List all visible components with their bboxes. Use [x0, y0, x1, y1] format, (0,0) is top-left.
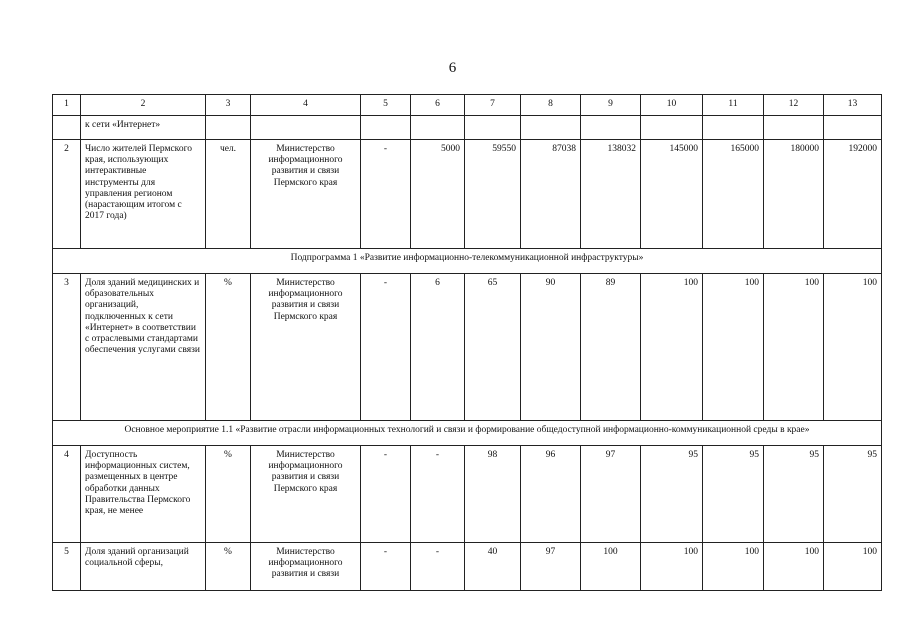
value-cell: 100 [641, 274, 703, 421]
indicator-name: Число жителей Пермского края, использующих интерактивные инструменты для управления регионом (нарастающим итогом с 2017 года) [81, 140, 206, 249]
header-cell: 11 [703, 95, 764, 116]
table-cell [361, 116, 411, 140]
indicator-name: Доля зданий медицинских и образовательных организаций, подключенных к сети «Интернет» в соответствии с отраслевыми стандартами обеспечения услугами связи [81, 274, 206, 421]
table-cell [411, 116, 465, 140]
indicators-table [52, 94, 882, 591]
table-row [53, 140, 882, 249]
value-cell: 100 [824, 543, 882, 591]
value-cell: - [361, 543, 411, 591]
value-cell: - [361, 274, 411, 421]
value-cell: 100 [703, 543, 764, 591]
header-cell: 8 [521, 95, 581, 116]
header-cell: 4 [251, 95, 361, 116]
value-cell: 90 [521, 274, 581, 421]
table-cell [581, 116, 641, 140]
value-cell: 95 [824, 446, 882, 543]
value-cell: - [361, 446, 411, 543]
unit: % [206, 446, 251, 543]
value-cell: 87038 [521, 140, 581, 249]
subprogram-row [53, 249, 882, 274]
table-row [53, 543, 882, 591]
value-cell: 95 [764, 446, 824, 543]
value-cell: 192000 [824, 140, 882, 249]
value-cell: 100 [824, 274, 882, 421]
unit: чел. [206, 140, 251, 249]
value-cell: 165000 [703, 140, 764, 249]
value-cell: - [361, 140, 411, 249]
value-cell: 100 [764, 543, 824, 591]
value-cell: 6 [411, 274, 465, 421]
responsible-org: Министерство информационного развития и связи Пермского края [251, 140, 361, 249]
table-cell [641, 116, 703, 140]
header-cell: 3 [206, 95, 251, 116]
value-cell: 95 [641, 446, 703, 543]
page-number: 6 [448, 60, 457, 76]
table-cell [206, 116, 251, 140]
value-cell: 95 [703, 446, 764, 543]
unit: % [206, 274, 251, 421]
continuation-row [53, 116, 882, 140]
header-cell: 2 [81, 95, 206, 116]
unit: % [206, 543, 251, 591]
responsible-org: Министерство информационного развития и связи Пермского края [251, 274, 361, 421]
header-cell: 10 [641, 95, 703, 116]
value-cell: 100 [703, 274, 764, 421]
header-cell: 12 [764, 95, 824, 116]
table-row [53, 446, 882, 543]
header-cell: 6 [411, 95, 465, 116]
value-cell: 138032 [581, 140, 641, 249]
subprogram-title: Подпрограмма 1 «Развитие информационно-телекоммуникационной инфраструктуры» [53, 249, 882, 274]
value-cell: 180000 [764, 140, 824, 249]
event-row [53, 421, 882, 446]
value-cell: 100 [581, 543, 641, 591]
header-row [53, 95, 882, 116]
value-cell: 59550 [465, 140, 521, 249]
table-cell [53, 116, 81, 140]
event-title: Основное мероприятие 1.1 «Развитие отрасли информационных технологий и связи и формирование общедоступной информационно-коммуникационной среды в крае» [53, 421, 882, 446]
value-cell: 97 [581, 446, 641, 543]
responsible-org: Министерство информационного развития и связи [251, 543, 361, 591]
value-cell: 5000 [411, 140, 465, 249]
indicator-name: Доля зданий организаций социальной сферы, [81, 543, 206, 591]
table-cell [703, 116, 764, 140]
indicator-name: Доступность информационных систем, размещенных в центре обработки данных Правительства Пермского края, не менее [81, 446, 206, 543]
value-cell: - [411, 543, 465, 591]
header-cell: 13 [824, 95, 882, 116]
row-number: 4 [53, 446, 81, 543]
value-cell: 97 [521, 543, 581, 591]
value-cell: 100 [641, 543, 703, 591]
table-cell [251, 116, 361, 140]
table-cell [465, 116, 521, 140]
table-cell [521, 116, 581, 140]
value-cell: 40 [465, 543, 521, 591]
value-cell: 145000 [641, 140, 703, 249]
table-row [53, 274, 882, 421]
table-cell [824, 116, 882, 140]
value-cell: - [411, 446, 465, 543]
header-cell: 5 [361, 95, 411, 116]
header-cell: 7 [465, 95, 521, 116]
value-cell: 65 [465, 274, 521, 421]
row-number: 3 [53, 274, 81, 421]
indicator-name: к сети «Интернет» [81, 116, 206, 140]
value-cell: 98 [465, 446, 521, 543]
row-number: 2 [53, 140, 81, 249]
value-cell: 96 [521, 446, 581, 543]
value-cell: 89 [581, 274, 641, 421]
row-number: 5 [53, 543, 81, 591]
table-cell [764, 116, 824, 140]
responsible-org: Министерство информационного развития и связи Пермского края [251, 446, 361, 543]
header-cell: 1 [53, 95, 81, 116]
value-cell: 100 [764, 274, 824, 421]
header-cell: 9 [581, 95, 641, 116]
